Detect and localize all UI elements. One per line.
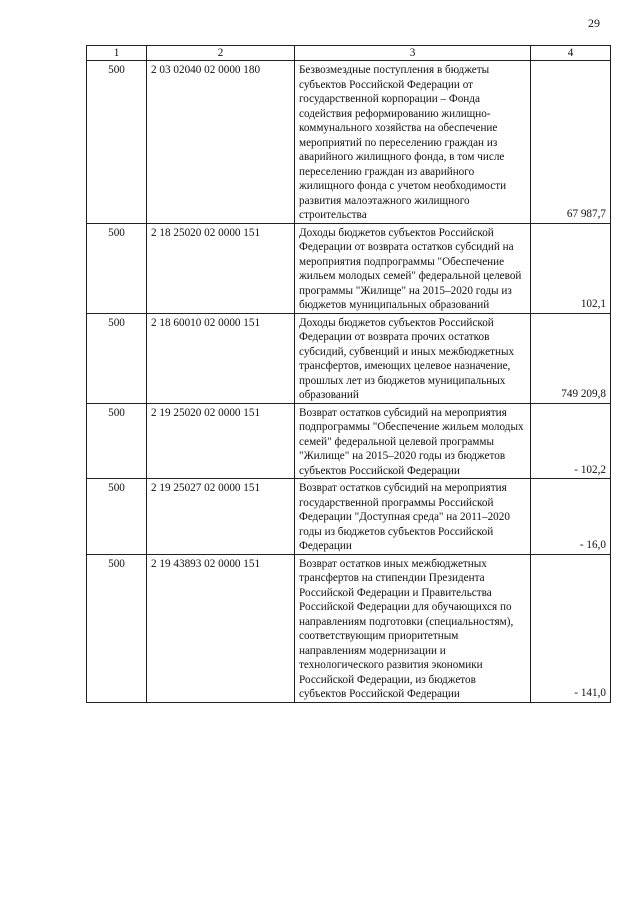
revenue-code-cell: 2 19 25020 02 0000 151 [147,403,295,479]
revenue-name-cell: Безвозмездные поступления в бюджеты субъектов Российской Федерации от государственной корпорации – Фонда содействия реформированию жилищно-коммунального хозяйства на обеспечение мероприятий по переселению граждан из аварийного жилищного фонда, в том числе переселению граждан из аварийного жилищного фонда с учетом необходимости развития малоэтажного жилищного строительства [295,61,531,224]
revenue-code-cell: 2 19 25027 02 0000 151 [147,479,295,555]
table-row [87,223,611,313]
admin-code-cell: 500 [87,554,147,702]
revenue-name-cell: Доходы бюджетов субъектов Российской Федерации от возврата остатков субсидий на мероприятия подпрограммы "Обеспечение жильем молодых семей" федеральной целевой программы "Жилище" на 2015–2020 годы из бюджетов муниципальных образований [295,223,531,313]
amount-cell: 102,1 [531,223,611,313]
admin-code-cell: 500 [87,403,147,479]
revenue-name-cell: Доходы бюджетов субъектов Российской Федерации от возврата прочих остатков субсидий, субвенций и иных межбюджетных трансфертов, имеющих целевое назначение, прошлых лет из бюджетов муниципальных образований [295,313,531,403]
amount-cell: - 16,0 [531,479,611,555]
admin-code-cell: 500 [87,313,147,403]
table-row [87,479,611,555]
admin-code-cell: 500 [87,61,147,224]
header-row [87,46,611,61]
revenue-code-cell: 2 18 25020 02 0000 151 [147,223,295,313]
table-body [87,61,611,703]
table-row [87,403,611,479]
column-header-1: 1 [87,46,147,61]
column-header-2: 2 [147,46,295,61]
column-header-4: 4 [531,46,611,61]
amount-cell: 749 209,8 [531,313,611,403]
revenue-code-cell: 2 19 43893 02 0000 151 [147,554,295,702]
page-number: 29 [588,16,600,30]
revenue-name-cell: Возврат остатков иных межбюджетных трансфертов на стипендии Президента Российской Федерации и Правительства Российской Федерации для обучающихся по направлениям подготовки (специальностям), соответствующим приоритетным направлениям модернизации и технологического развития экономики Российской Федерации, из бюджетов субъектов Российской Федерации [295,554,531,702]
admin-code-cell: 500 [87,223,147,313]
amount-cell: - 141,0 [531,554,611,702]
admin-code-cell: 500 [87,479,147,555]
table-row [87,61,611,224]
revenue-name-cell: Возврат остатков субсидий на мероприятия подпрограммы "Обеспечение жильем молодых семей" федеральной целевой программы "Жилище" на 2015–2020 годы из бюджетов субъектов Российской Федерации [295,403,531,479]
table-row [87,554,611,702]
amount-cell: 67 987,7 [531,61,611,224]
table-row [87,313,611,403]
table-header [87,46,611,61]
column-header-3: 3 [295,46,531,61]
budget-table [86,45,611,703]
amount-cell: - 102,2 [531,403,611,479]
revenue-code-cell: 2 03 02040 02 0000 180 [147,61,295,224]
revenue-code-cell: 2 18 60010 02 0000 151 [147,313,295,403]
revenue-name-cell: Возврат остатков субсидий на мероприятия государственной программы Российской Федерации "Доступная среда" на 2011–2020 годы из бюджетов субъектов Российской Федерации [295,479,531,555]
